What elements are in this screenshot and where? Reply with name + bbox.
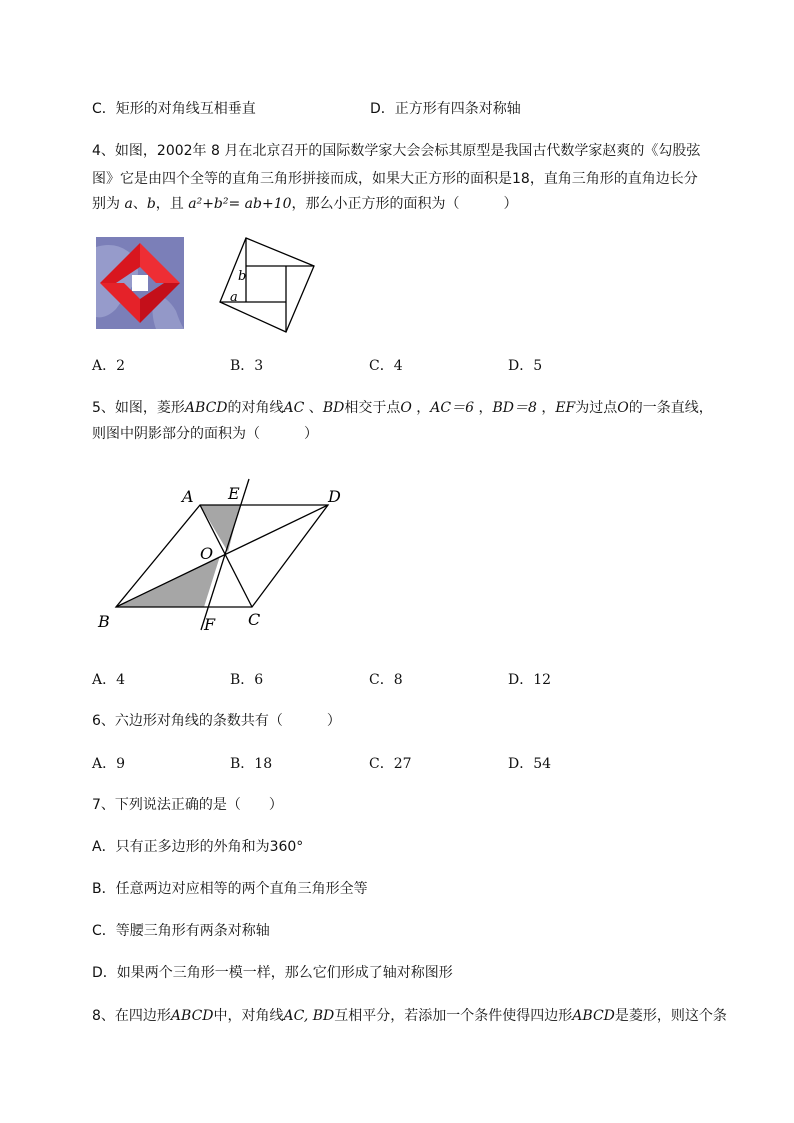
- q8-text: 互相平分，若添加一个条件使得四边形: [334, 1008, 573, 1024]
- q4-square-diagram: [216, 234, 320, 334]
- q5-o: O: [617, 400, 629, 416]
- q5-text: 相交于点: [344, 400, 401, 416]
- q4-text: ，那么小正方形的面积为（: [291, 196, 460, 212]
- q6-option-a: A．9: [92, 756, 126, 772]
- q5-text: ，: [536, 400, 556, 416]
- q5-paren-close: ）: [304, 426, 318, 442]
- q6-option-b: B．18: [230, 756, 273, 772]
- q3-option-c: C．矩形的对角线互相垂直: [92, 101, 256, 117]
- q7-option-c: C．等腰三角形有两条对称轴: [92, 923, 270, 939]
- q6-paren-close: ）: [326, 713, 341, 729]
- q5-abcd: ABCD: [184, 400, 228, 416]
- q8-ac-bd: AC, BD: [283, 1008, 335, 1024]
- q5-bd: BD: [322, 400, 345, 416]
- q8-abcd: ABCD: [170, 1008, 214, 1024]
- q5-label-a: A: [182, 487, 194, 506]
- q5-label-o: O: [200, 544, 214, 563]
- q8-text: 8、在四边形: [92, 1008, 171, 1024]
- q7-option-b: B．任意两边对应相等的两个直角三角形全等: [92, 881, 368, 897]
- q5-text: ，: [474, 400, 493, 416]
- q5-option-a: A．4: [92, 672, 126, 688]
- q4-logo-figure: [96, 237, 184, 329]
- q6-option-c: C．27: [369, 756, 412, 772]
- q6-text: 6、六边形对角线的条数共有（: [92, 713, 283, 729]
- q5-text: 的一条直线，: [628, 400, 713, 416]
- q8-abcd: ABCD: [572, 1008, 615, 1024]
- q4-stem-line3: [92, 194, 518, 214]
- q5-text: 则图中阴影部分的面积为（: [92, 426, 260, 442]
- q4-text: ，且: [155, 196, 189, 212]
- q5-option-d: D．12: [508, 672, 552, 688]
- q4-paren-close: ）: [503, 196, 518, 212]
- q5-label-e: E: [228, 484, 240, 503]
- q5-ef: EF: [555, 400, 576, 416]
- q4-option-c: C．4: [369, 358, 403, 374]
- q5-text: 5、如图，菱形: [92, 400, 185, 416]
- q4-var-b: b: [146, 196, 156, 212]
- q5-stem-line2: [92, 424, 318, 444]
- q6-option-d: D．54: [508, 756, 552, 772]
- q5-text: 、: [304, 400, 323, 416]
- q5-option-b: B．6: [230, 672, 264, 688]
- q5-label-c: C: [248, 610, 261, 629]
- q4-option-a: A．2: [92, 358, 126, 374]
- q8-text: 中，对角线: [213, 1008, 284, 1024]
- q5-stem-line1: [92, 398, 713, 418]
- q4-stem-line1: 4、如图，2002年 8 月在北京召开的国际数学家大会会标其原型是我国古代数学家赵爽的《勾股弦: [92, 143, 701, 159]
- q4-text: 别为: [92, 196, 125, 212]
- q8-text: 是菱形，则这个条: [614, 1008, 727, 1024]
- q4-var-a: a: [124, 196, 133, 212]
- q4-option-d: D．5: [508, 358, 543, 374]
- q7-stem: 7、下列说法正确的是（ ）: [92, 797, 283, 813]
- q8-stem: [92, 1006, 727, 1026]
- q4-sep: 、: [132, 196, 147, 212]
- q5-label-d: D: [328, 487, 341, 506]
- q5-o: O: [400, 400, 412, 416]
- q5-text: ，: [411, 400, 431, 416]
- q4-expression: a²+b²= ab+10: [188, 196, 292, 212]
- q5-rhombus-diagram: [92, 474, 354, 636]
- q7-option-d: D．如果两个三角形一模一样，那么它们形成了轴对称图形: [92, 965, 453, 981]
- q4-label-a: a: [230, 290, 238, 305]
- q5-text: 的对角线: [227, 400, 284, 416]
- q5-ac-eq: AC＝6: [430, 400, 474, 416]
- q5-label-b: B: [98, 612, 110, 631]
- q4-stem-line2: 图》它是由四个全等的直角三角形拼接而成，如果大正方形的面积是18，直角三角形的直角边长分: [92, 171, 698, 187]
- q5-option-c: C．8: [369, 672, 403, 688]
- q5-ac: AC: [283, 400, 305, 416]
- q7-option-a: A．只有正多边形的外角和为360°: [92, 839, 304, 855]
- q5-text: 为过点: [575, 400, 618, 416]
- q3-option-d: D．正方形有四条对称轴: [370, 101, 521, 117]
- q5-label-f: F: [204, 615, 216, 634]
- q4-option-b: B．3: [230, 358, 264, 374]
- q6-stem: [92, 711, 341, 731]
- q5-bd-eq: BD＝8: [492, 400, 537, 416]
- q4-label-b: b: [238, 269, 247, 284]
